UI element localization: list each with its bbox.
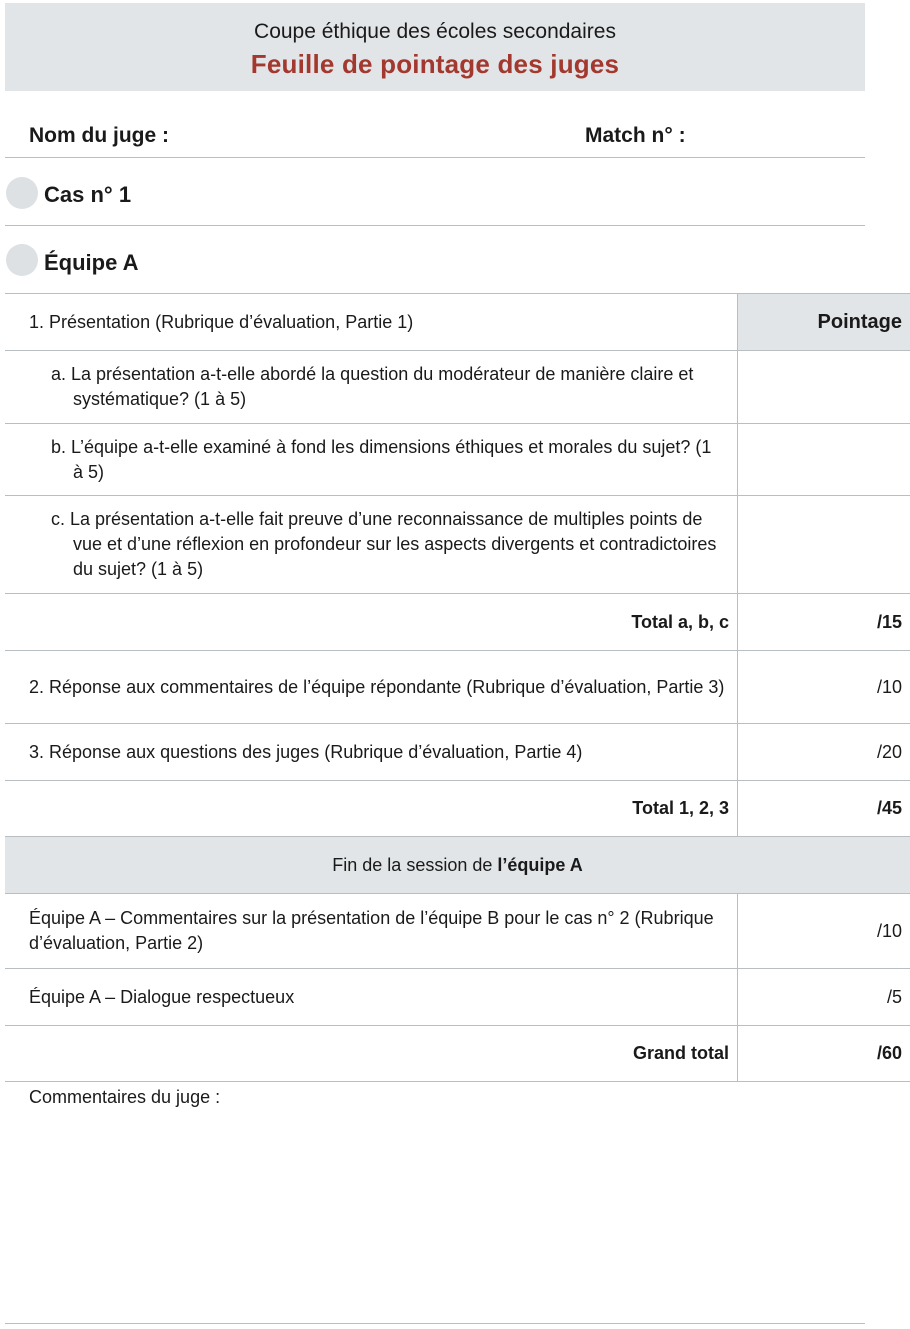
grand-total-label: Grand total xyxy=(5,1026,738,1082)
section-2-value: /10 xyxy=(738,651,910,724)
section-3-text: 3. Réponse aux questions des juges (Rubrique d’évaluation, Partie 4) xyxy=(5,724,738,781)
divider xyxy=(5,225,865,226)
total-123-label: Total 1, 2, 3 xyxy=(5,781,738,837)
competition-name: Coupe éthique des écoles secondaires xyxy=(254,20,616,43)
dialogue-value: /5 xyxy=(738,969,910,1026)
judge-name-label: Nom du juge : xyxy=(29,124,169,147)
table-row xyxy=(5,294,910,351)
section-2 xyxy=(5,651,738,724)
table-row xyxy=(5,351,910,424)
table-row xyxy=(5,724,910,781)
session-end-team: l’équipe A xyxy=(497,854,583,875)
grand-total-value: /60 xyxy=(738,1026,910,1082)
table-row xyxy=(5,837,910,894)
table-row xyxy=(5,594,910,651)
session-end-prefix: Fin de la session de xyxy=(332,854,498,875)
criterion-b-score-cell[interactable] xyxy=(738,424,910,496)
divider xyxy=(5,157,865,158)
total-123-value: /45 xyxy=(738,781,910,837)
case-marker-circle xyxy=(6,177,38,209)
total-abc-label: Total a, b, c xyxy=(5,594,738,651)
total-abc-value: /15 xyxy=(738,594,910,651)
criterion-c-text: c. La présentation a-t-elle fait preuve d’une reconnaissance de multiples points de vue et d’une réflexion en profondeur sur les aspects divergents et contradictoires du sujet? (1 à 5) xyxy=(51,509,717,579)
table-row xyxy=(5,651,910,724)
score-column-header: Pointage xyxy=(738,294,910,351)
judge-comments-label: Commentaires du juge : xyxy=(29,1087,221,1107)
case-number-label: Cas n° 1 xyxy=(44,182,132,207)
commentary-text: Équipe A – Commentaires sur la présentation de l’équipe B pour le cas n° 2 (Rubrique d’évaluation, Partie 2) xyxy=(5,894,738,969)
dialogue-text: Équipe A – Dialogue respectueux xyxy=(5,969,738,1026)
team-label: Équipe A xyxy=(44,250,139,275)
divider xyxy=(5,1323,865,1324)
section-2-text: 2. Réponse aux commentaires de l’équipe répondante (Rubrique d’évaluation, Partie 3) xyxy=(29,676,725,697)
criterion-c-score-cell[interactable] xyxy=(738,496,910,594)
table-row xyxy=(5,969,910,1026)
criterion-a-score-cell[interactable] xyxy=(738,351,910,424)
criterion-a-text: a. La présentation a-t-elle abordé la question du modérateur de manière claire et systématique? (1 à 5) xyxy=(51,364,694,409)
scoring-table xyxy=(5,293,910,1082)
criterion-b-text: b. L’équipe a-t-elle examiné à fond les dimensions éthiques et morales du sujet? (1 à 5) xyxy=(51,436,712,482)
table-row xyxy=(5,424,910,496)
criterion-a xyxy=(5,351,738,424)
page-title: Feuille de pointage des juges xyxy=(250,49,620,79)
team-marker-circle xyxy=(6,244,38,276)
criterion-c xyxy=(5,496,738,594)
commentary-value: /10 xyxy=(738,894,910,969)
header-banner xyxy=(5,3,865,91)
section-3-value: /20 xyxy=(738,724,910,781)
session-end-band xyxy=(5,837,910,894)
table-row xyxy=(5,1026,910,1082)
criterion-b xyxy=(5,424,738,496)
match-number-label: Match n° : xyxy=(585,124,686,147)
table-row xyxy=(5,496,910,594)
section-1-label: 1. Présentation (Rubrique d’évaluation, Partie 1) xyxy=(5,294,738,351)
table-row xyxy=(5,894,910,969)
table-row xyxy=(5,781,910,837)
